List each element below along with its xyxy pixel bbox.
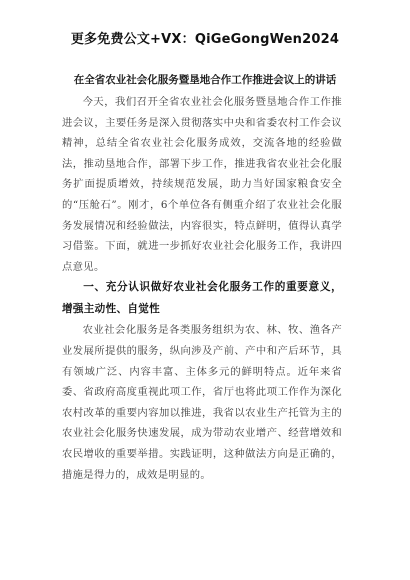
promo-banner: 更多免费公文+VX：QiGeGongWen2024 bbox=[70, 32, 340, 47]
page-title: 在全省农业社会化服务暨垦地合作工作推进会议上的讲话 bbox=[73, 74, 337, 86]
intro-paragraph: 今天，我们召开全省农业社会化服务暨垦地合作工作推进会议，主要任务是深入贯彻落实中央和省委农村工作会议精神，总结全省农业社会化服务成效，交流各地的经验做法，推动垦地合作，部署下步工作，推进我省农业社会化服务扩面提质增效，持续规范发展，助力当好国家粮食安全的“压舱石”。刚才，6个单位各有侧重介绍了农业社会化服务发展情况和经验做法，内容很实，特点鲜明，值得认真学习借鉴。下面，就进一步抓好农业社会化服务工作，我讲四点意见。 bbox=[62, 96, 342, 273]
document-body bbox=[62, 92, 342, 485]
section-paragraph: 农业社会化服务是各类服务组织为农、林、牧、渔各产业发展所提供的服务，纵向涉及产前、产中和产后环节，具有领域广泛、内容丰富、主体多元的鲜明特点。近年来省委、省政府高度重视此项工作，省厅也将此项工作作为深化农村改革的重要内容加以推进，我省以农业生产托管为主的农业社会化服务快速发展，成为带动农业增产、经营增效和农民增收的重要举措。实践证明，这种做法方向是正确的，措施是得力的，成效是明显的。 bbox=[62, 324, 342, 481]
section-heading: 一、充分认识做好农业社会化服务工作的重要意义，增强主动性、自觉性 bbox=[62, 281, 342, 315]
